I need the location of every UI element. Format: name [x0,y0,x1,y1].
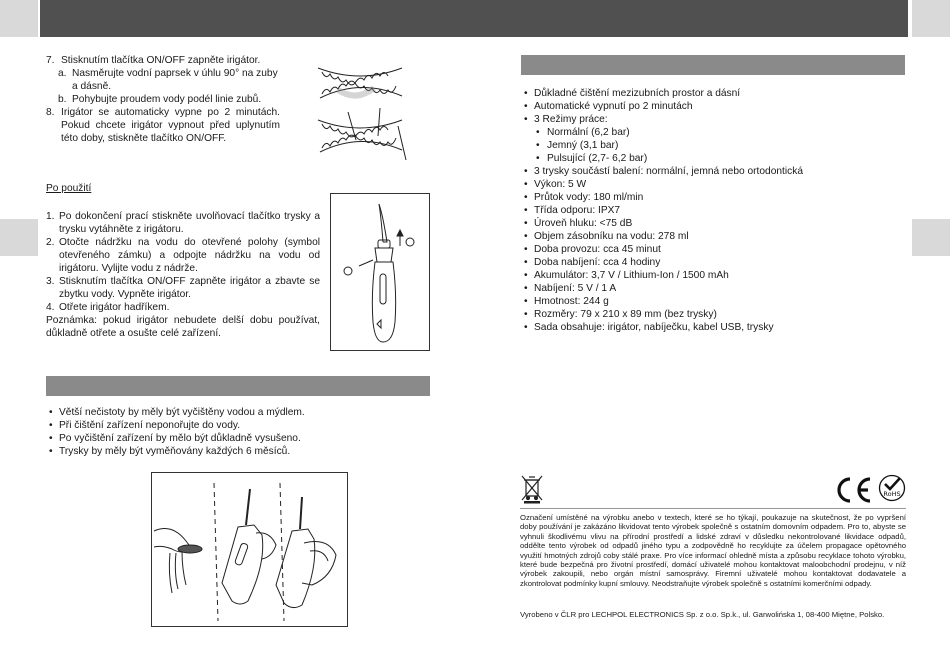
step-number: 1. [46,211,55,222]
step-8 [46,106,280,145]
spec-item: • Úroveň hluku: <75 dB [521,217,905,230]
step-7 [46,54,280,67]
step-letter: b. [58,94,67,105]
spec-item: • Akumulátor: 3,7 V / Lithium-Ion / 1500 mAh [521,269,905,282]
disposal-divider [520,508,906,509]
step-7b [46,93,280,106]
disposal-notice: Označení umístěné na výrobku anebo v textech, které se ho týkají, poukazuje na skutečnost, že po vypršení doby používání je zakázáno likvidovat tento výrobek společně s ostatním domovním odpadem. Pro to, abyste se vyhnuli škodlivému vlivu na přírodní prostředí a lidské zdraví v důsledku nekontrolované likvidace odpadů, oddělte tento výrobek od odpadů jiného typu a zodpovědně ho recyklujte za účelem propagace opětovného využití hmotných zdrojů coby stálé praxe. Pro více informací ohledně místa a způsobu recyklace tohoto výrobku, které bude bezpečná pro životní prostředí, domácí uživatelé mohou kontaktovat maloobchodní prodejnu, v níž výrobek zakoupili, nebo orgán místní samosprávy. Firemní uživatelé mohou kontaktovat dodavatele a zkontrolovat podmínky kupní smlouvy. Neodstraňujte výrobek společně s ostatními komerčními odpady. [520,513,906,588]
manufacturer-info: Vyrobeno v ČLR pro LECHPOL ELECTRONICS Sp. z o.o. Sp.k., ul. Garwolińska 1, 08-400 Miętne, Polsko. [520,610,885,619]
step-text: Pohybujte proudem vody podél linie zubů. [72,94,262,105]
spec-subitem: • Normální (6,2 bar) [521,126,905,139]
step-text: Irigátor se automaticky vypne po 2 minutách. Pokud chcete irigátor vypnout před uplynutím této doby, stiskněte tlačítko ON/OFF. [61,107,280,144]
cleaning-bullet: • Větší nečistoty by měly být vyčištěny vodou a mýdlem. [46,406,430,419]
cleaning-bullets [46,406,430,458]
usage-steps-block [46,54,280,145]
after-use-step-3 [46,275,320,301]
step-number: 8. [46,107,55,118]
step-number: 3. [46,276,55,287]
step-letter: a. [58,68,67,79]
spec-item: • Objem zásobníku na vodu: 278 ml [521,230,905,243]
spec-item: • Doba provozu: cca 45 minut [521,243,905,256]
after-use-step-4 [46,301,320,314]
step-text: Stisknutím tlačítka ON/OFF zapněte irigátor. [61,55,261,66]
spec-subitem: • Pulsující (2,7- 6,2 bar) [521,152,905,165]
step-text: Nasměrujte vodní paprsek v úhlu 90° na zuby a dásně. [72,68,278,92]
spec-item: • Sada obsahuje: irigátor, nabíječku, kabel USB, trysky [521,321,905,334]
cleaning-illustration [151,472,348,627]
spec-item: • Důkladné čištění mezizubních prostor a dásní [521,87,905,100]
cleaning-section-header-bar [46,376,430,396]
right-edge-top-tab [912,0,950,37]
specifications-list [521,87,905,334]
ce-mark-icon [832,475,874,505]
after-use-steps [46,210,320,340]
spec-item: • Výkon: 5 W [521,178,905,191]
specs-section-header-bar [521,55,905,75]
spec-item: • Automatické vypnutí po 2 minutách [521,100,905,113]
weee-crossed-bin-icon [520,474,544,504]
teeth-illustration [308,56,412,164]
spec-subitem: • Jemný (3,1 bar) [521,139,905,152]
cleaning-drawing [152,473,347,626]
spec-item: • Rozměry: 79 x 210 x 89 mm (bez trysky) [521,308,905,321]
step-number: 2. [46,237,55,248]
step-text: Stisknutím tlačítka ON/OFF zapněte irigátor a zbavte se zbytku vody. Vypněte irigátor. [59,276,320,300]
spec-item: • Třída odporu: IPX7 [521,204,905,217]
step-text: Otočte nádržku na vodu do otevřené polohy (symbol otevřeného zámku) a odpojte nádržku na vodu od irigátoru. Vylijte vodu z nádrže. [59,237,320,274]
spec-item: • Doba nabíjení: cca 4 hodiny [521,256,905,269]
callout-circle-b [344,267,352,275]
left-edge-top-tab [0,0,38,37]
note-text: Poznámka: pokud irigátor nebudete delší dobu používat, důkladně otřete a osušte celé zařízení. [46,315,320,339]
rohs-compliance-icon [878,474,906,504]
spec-item: • Nabíjení: 5 V / 1 A [521,282,905,295]
teeth-drawing [308,56,412,164]
top-header-bar [40,0,908,37]
step-number: 4. [46,302,55,313]
left-edge-side-tab [0,219,38,256]
cleaning-bullet: • Po vyčištění zařízení by mělo být důkladně vysušeno. [46,432,430,445]
right-edge-side-tab [912,219,950,256]
irrigator-figure [330,193,430,351]
cleaning-bullet: • Trysky by měly být vyměňovány každých 6 měsíců. [46,445,430,458]
cleaning-bullet: • Při čištění zařízení neponořujte do vody. [46,419,430,432]
after-use-step-2 [46,236,320,275]
step-7a [46,67,280,93]
step-number: 7. [46,55,55,66]
after-use-heading: Po použití [46,183,92,194]
spec-item: • Hmotnost: 244 g [521,295,905,308]
irrigator-drawing [331,194,429,350]
spec-item: • Průtok vody: 180 ml/min [521,191,905,204]
spec-item: • 3 trysky součástí balení: normální, jemná nebo ortodontická [521,165,905,178]
spec-item: • 3 Režimy práce: [521,113,905,126]
step-text: Otřete irigátor hadříkem. [59,302,170,313]
callout-circle-a [406,238,414,246]
step-text: Po dokončení prací stiskněte uvolňovací tlačítko trysky a trysku vytáhněte z irigátoru. [59,211,320,235]
rohs-label: RoHS [883,490,901,498]
after-use-step-1 [46,210,320,236]
